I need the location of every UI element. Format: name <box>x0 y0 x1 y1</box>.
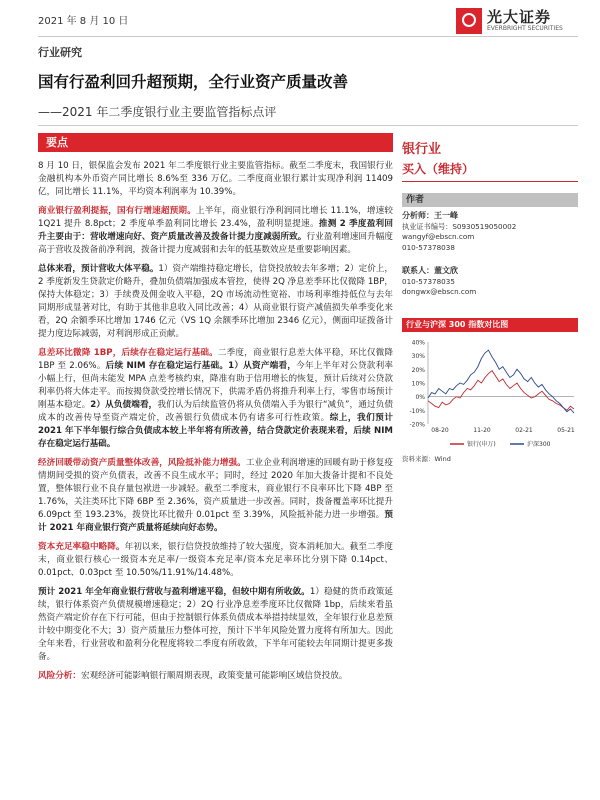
bold-text: 预计 2021 年商业银行资产质量将延续向好态势。 <box>38 509 393 533</box>
body-paragraph <box>38 205 393 257</box>
key-points-body <box>38 160 393 690</box>
body-paragraph <box>38 160 393 199</box>
paragraph-text: 年初以来，银行信贷投放维持了较大强度，资本消耗加大。截至二季度末，商业银行核心一级资本充足率/一级资本充足率/资本充足率环比分别下降 0.14pct、0.01pct、0.03pct 至 10.50%/11.91%/14.48%。 <box>38 541 393 578</box>
paragraph-heading: 息差环比微降 1BP，后续存在稳定运行基础。 <box>38 348 218 359</box>
analyst-name: 王一峰 <box>434 211 458 220</box>
analyst-info <box>402 211 578 253</box>
chart-section-header: 行业与沪深 300 指数对比图 <box>402 318 578 332</box>
index-comparison-chart-svg <box>402 336 578 451</box>
author-section-header: 作者 <box>402 193 578 207</box>
x-tick-label: 02-21 <box>515 427 533 434</box>
body-paragraph <box>38 457 393 534</box>
y-tick-label: 10% <box>411 380 425 388</box>
bold-text: 综上，我们预计 2021 年下半年银行综合负债成本较上半年将有所改善，结合贷款定价表现来看，后续 NIM 存在稳定运行基础。 <box>38 412 393 449</box>
series-line-1 <box>428 350 574 413</box>
header-divider <box>38 36 578 37</box>
logo-mark-icon <box>456 8 482 34</box>
analyst-label: 分析师： <box>402 211 434 220</box>
body-paragraph <box>38 541 393 580</box>
body-paragraph <box>38 586 393 663</box>
contact-phone: 010-57378035 <box>402 276 455 286</box>
contact-label: 联系人： <box>402 266 434 275</box>
bold-text: 总体来看，预计营收大体平稳。 <box>38 264 159 275</box>
index-comparison-chart <box>402 336 578 451</box>
body-paragraph <box>38 263 393 340</box>
y-tick-label: 0% <box>415 394 425 402</box>
y-tick-label: 40% <box>411 339 425 347</box>
paragraph-text: 1）资产端维持稳定增长，信贷投放较去年多增；2）定价上，2 季度新发生贷款定价略升，叠加负债端加强成本管控，使得 2Q 净息差季环比仅微降 1BP，保持大体稳定；3）手续费及佣金收入平稳，2Q 市场流动性宽裕、市场利率维持低位与去年同期形成显著对比，有助于其他非息收入同比改善；4）从商业银行资产减值损失单季变化来看，2Q 余额季环比增加 1746 亿元（VS 1Q 余额季环比增加 2346 亿元），侧面印证拨备计提力度边际减弱，对利润形成正贡献。 <box>38 264 393 339</box>
paragraph-text: 行业盈利增速回升幅度高于营收及拨备前净利润，拨备计提力度减弱和去年的低基数效应是重要影响因素。 <box>38 232 393 255</box>
paragraph-text: 我们认为后续监管仍将从负债端入手为银行“减负”，通过负债成本的改善传导至资产端定价，改善银行负债成本仍有诸多可行性政策。 <box>38 399 394 423</box>
contact-name: 董文欣 <box>434 266 458 275</box>
paragraph-text: 宏观经济可能影响银行顺周期表现，政策变量可能影响区域信贷投放。 <box>80 671 348 682</box>
x-tick-label: 11-20 <box>473 427 491 434</box>
everbright-logo <box>456 6 576 38</box>
analyst-phone: 010-57378038 <box>402 242 455 252</box>
paragraph-text: 今年上半年对公贷款利率小幅上行，但尚未能发 MPA 点差考核约束，降准有助于信用增长的恢复，预计后续对公贷款利率仍将大体走平。而按揭贷款受控增长情况下，供需矛盾仍将推升利率上行，零售市场预计刚基本稳定。 <box>38 361 394 410</box>
bold-text: 推测 2 季度盈利回升主要由于：营收增速向好、资产质量改善及拨备计提力度减弱所致。 <box>38 219 393 243</box>
paragraph-text: 工业企业利润增速的回暖有助于修复疫情期间受损的资产负债表，改善不良生成水平；同时，经过 2020 年加大拨备计提和不良处置，整体银行业不良存量包袱进一步减轻。截至二季度末，商业银行不良率环比下降 4BP 至 1.76%，关注类环比下降 6BP 至 2.36%，资产质量进一步改善。同时，拨备覆盖率环比提升 6.09pct 至 193.23%，拨贷比环比微升 0.01pct 至 3.39%，风险抵补能力进一步增强。 <box>38 458 393 520</box>
body-paragraph <box>38 347 393 450</box>
paragraph-text: 二季度，商业银行息差大体平稳，环比仅微降 1BP 至 2.06%。 <box>38 348 393 372</box>
legend-label: 沪深300 <box>527 441 551 448</box>
title-divider <box>38 125 578 126</box>
analyst-email[interactable]: wangyf@ebscn.com <box>402 232 475 241</box>
key-points-header: 要点 <box>38 133 393 152</box>
chart-source: 资料来源：Wind <box>402 455 451 463</box>
x-tick-label: 08-20 <box>431 427 449 434</box>
paragraph-heading: 商业银行盈利提振，国有行增速超预期。 <box>38 206 196 217</box>
legend-label: 银行(申万) <box>467 441 496 448</box>
series-line-0 <box>428 371 574 411</box>
logo-text-cn: 光大证券 <box>487 8 552 26</box>
paragraph-text: 1）稳健的货币政策延续，银行体系资产负债规模增速稳定；2）2Q 行业净息差季度环比仅微降 1bp，后续来看虽然资产端定价存在下行可能，但由于控制银行体系负债成本举措持续显效，全年银行业息差预计较中期变化不大；3）资产质量压力整体可控，预计下半年风险处置力度将有所加大。因此全年来看，行业营收和盈利分化程度将较二季度有所收敛，下半年可能较去年同期计提更多拨备。 <box>38 587 394 662</box>
y-tick-label: 30% <box>411 353 425 361</box>
logo-text-en: EVERBRIGHT SECURITIES <box>487 25 563 32</box>
report-subtitle: ——2021 年二季度银行业主要监管指标点评 <box>38 105 277 119</box>
bold-text: 预计 2021 年全年商业银行营收与盈利增速平稳，但较中期有所收敛。 <box>38 587 310 598</box>
rating: 买入（维持） <box>402 162 475 176</box>
paragraph-text: 上半年，商业银行净利润同比增长 11.1%，增速较 1Q21 提升 8.8pct；2 季度单季盈利同比增长 23.4%，盈利明显提速。 <box>38 206 393 230</box>
bold-text: 后续 NIM 存在稳定运行基础。1）从资产端看， <box>105 361 297 372</box>
report-title: 国有行盈利回升超预期，全行业资产质量改善 <box>38 73 349 91</box>
y-tick-label: 20% <box>411 366 425 374</box>
contact-email[interactable]: dongwx@ebscn.com <box>402 287 477 296</box>
paragraph-heading: 风险分析： <box>38 671 81 682</box>
report-date: 2021 年 8 月 10 日 <box>38 16 129 27</box>
bold-text: 2）从负债端看， <box>90 399 158 410</box>
y-tick-label: -10% <box>409 407 425 415</box>
body-paragraph <box>38 670 393 683</box>
industry-name: 银行业 <box>402 142 442 157</box>
report-category: 行业研究 <box>38 46 82 59</box>
paragraph-heading: 经济回暖带动资产质量整体改善，风险抵补能力增强。 <box>38 458 246 469</box>
y-tick-label: -20% <box>409 421 425 429</box>
x-tick-label: 05-21 <box>557 427 575 434</box>
contact-info <box>402 266 578 298</box>
paragraph-text: 8 月 10 日，银保监会发布 2021 年二季度银行业主要监管指标。截至二季度末，我国银行业金融机构本外币资产同比增长 8.6%至 336 万亿。二季度商业银行累计实现净利润 11409 亿，同比增长 11.1%，平均资本利润率为 10.39%。 <box>38 161 393 197</box>
paragraph-heading: 资本充足率稳中略降。 <box>38 541 125 552</box>
rating-divider <box>402 181 578 182</box>
analyst-cert: 执业证书编号：S0930519050002 <box>402 221 517 231</box>
